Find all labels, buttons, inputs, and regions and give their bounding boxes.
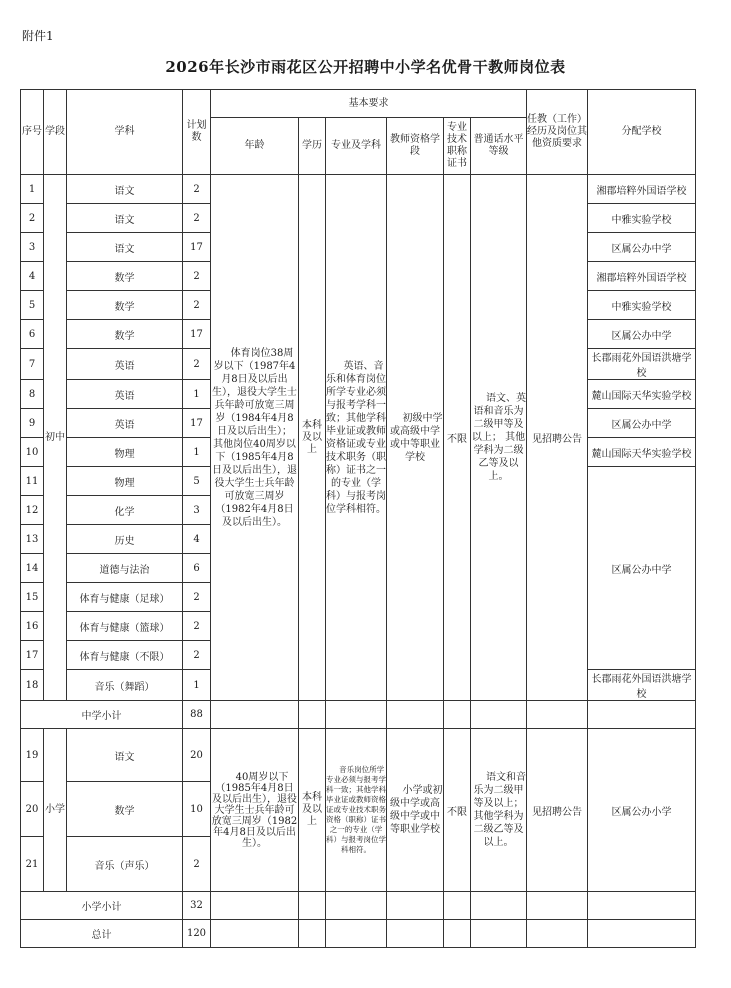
assigned-school: 区属公办中学 — [588, 233, 696, 262]
total-row — [21, 920, 696, 948]
row-subject: 语文 — [67, 175, 183, 204]
header-count: 计划数 — [183, 90, 211, 175]
row-count: 6 — [183, 554, 211, 583]
row-subject: 物理 — [67, 467, 183, 496]
primary-age-requirement: 40周岁以下（1985年4月8日及以后出生），退役大学生士兵年龄可放宽三周岁（1982年4月8日及以后出生）。 — [211, 729, 299, 892]
row-count: 2 — [183, 349, 211, 380]
row-count: 1 — [183, 380, 211, 409]
row-subject: 英语 — [67, 349, 183, 380]
row-number: 18 — [21, 670, 44, 701]
row-number: 1 — [21, 175, 44, 204]
primary-assigned-school: 区属公办小学 — [588, 729, 696, 892]
primary-subtotal-value: 32 — [183, 892, 211, 920]
row-number: 20 — [21, 782, 44, 837]
middle-cert-level: 初级中学或高级中学或中等职业学校 — [387, 175, 444, 701]
row-count: 2 — [183, 204, 211, 233]
primary-major-requirement: 音乐岗位所学专业必须与报考学科一致；其他学科毕业证或教师资格证或专业技术职务资格（职称）证书之一的专业（学科）与报考岗位学科相符。 — [326, 729, 387, 892]
middle-age-requirement: 体育岗位38周岁以下（1987年4月8日及以后出生），退役大学生士兵年龄可放宽三周岁（1984年4月8日及以后出生）； 其他岗位40周岁以下（1985年4月8日及以后出生），退役大学生士兵年龄可放宽三周岁（1982年4月8日及以后出生）。 — [211, 175, 299, 701]
row-number: 3 — [21, 233, 44, 262]
header-education: 学历 — [299, 118, 326, 175]
primary-mandarin: 语文和音乐为二级甲等及以上； 其他学科为二级乙等及以上。 — [471, 729, 527, 892]
row-subject: 数学 — [67, 291, 183, 320]
header-seq: 序号 — [21, 90, 44, 175]
row-subject: 音乐（声乐） — [67, 837, 183, 892]
row-count: 20 — [183, 729, 211, 782]
row-number: 21 — [21, 837, 44, 892]
row-number: 14 — [21, 554, 44, 583]
total-label: 总计 — [21, 920, 183, 948]
primary-experience: 见招聘公告 — [527, 729, 588, 892]
assigned-school: 中雅实验学校 — [588, 291, 696, 320]
primary-tech-cert: 不限 — [444, 729, 471, 892]
row-subject: 英语 — [67, 409, 183, 438]
assigned-school: 麓山国际天华实验学校 — [588, 380, 696, 409]
row-count: 17 — [183, 233, 211, 262]
assigned-school: 湘郡培粹外国语学校 — [588, 262, 696, 291]
primary-cert-level: 小学或初级中学或高级中学或中等职业学校 — [387, 729, 444, 892]
row-count: 1 — [183, 670, 211, 701]
row-subject: 化学 — [67, 496, 183, 525]
row-count: 2 — [183, 612, 211, 641]
subtotal-row-middle — [21, 701, 696, 729]
positions-table — [20, 89, 696, 948]
row-count: 2 — [183, 837, 211, 892]
header-basic-requirements: 基本要求 — [211, 90, 527, 118]
subtotal-row-primary — [21, 892, 696, 920]
stage-middle: 初中 — [44, 175, 67, 701]
stage-primary: 小学 — [44, 729, 67, 892]
header-experience: 任教（工作）经历及岗位其他资质要求 — [527, 90, 588, 175]
table-row — [21, 729, 696, 782]
row-number: 15 — [21, 583, 44, 612]
row-number: 10 — [21, 438, 44, 467]
header-age: 年龄 — [211, 118, 299, 175]
row-number: 13 — [21, 525, 44, 554]
row-number: 9 — [21, 409, 44, 438]
assigned-school: 麓山国际天华实验学校 — [588, 438, 696, 467]
header-assigned-school: 分配学校 — [588, 90, 696, 175]
middle-subtotal-value: 88 — [183, 701, 211, 729]
row-number: 19 — [21, 729, 44, 782]
assigned-school: 长郡雨花外国语洪塘学校 — [588, 670, 696, 701]
assigned-school: 区属公办中学 — [588, 409, 696, 438]
header-mandarin: 普通话水平等级 — [471, 118, 527, 175]
row-subject: 语文 — [67, 729, 183, 782]
row-number: 17 — [21, 641, 44, 670]
row-subject: 音乐（舞蹈） — [67, 670, 183, 701]
row-number: 2 — [21, 204, 44, 233]
row-subject: 语文 — [67, 204, 183, 233]
total-value: 120 — [183, 920, 211, 948]
row-count: 2 — [183, 262, 211, 291]
header-tech-cert: 专业技术职称证书 — [444, 118, 471, 175]
row-subject: 体育与健康（不限） — [67, 641, 183, 670]
row-count: 4 — [183, 525, 211, 554]
row-subject: 历史 — [67, 525, 183, 554]
row-subject: 道德与法治 — [67, 554, 183, 583]
middle-tech-cert: 不限 — [444, 175, 471, 701]
table-row — [21, 175, 696, 204]
row-count: 1 — [183, 438, 211, 467]
row-number: 16 — [21, 612, 44, 641]
row-subject: 数学 — [67, 782, 183, 837]
row-subject: 数学 — [67, 320, 183, 349]
middle-education: 本科及以上 — [299, 175, 326, 701]
middle-experience: 见招聘公告 — [527, 175, 588, 701]
assigned-school: 长郡雨花外国语洪塘学校 — [588, 349, 696, 380]
row-subject: 体育与健康（篮球） — [67, 612, 183, 641]
middle-major-requirement: 英语、音乐和体育岗位所学专业必须与报考学科一致；其他学科毕业证或教师资格证或专业技术职务（职称）证书之一的专业（学科）与报考岗位学科相符。 — [326, 175, 387, 701]
assigned-school: 区属公办中学 — [588, 320, 696, 349]
row-number: 8 — [21, 380, 44, 409]
row-subject: 英语 — [67, 380, 183, 409]
row-count: 2 — [183, 641, 211, 670]
row-number: 12 — [21, 496, 44, 525]
assigned-school-merged: 区属公办中学 — [588, 467, 696, 670]
row-number: 11 — [21, 467, 44, 496]
row-number: 4 — [21, 262, 44, 291]
middle-subtotal-label: 中学小计 — [21, 701, 183, 729]
row-number: 7 — [21, 349, 44, 380]
attachment-label: 附件1 — [22, 29, 54, 43]
header-school-stage: 学段 — [44, 90, 67, 175]
row-count: 5 — [183, 467, 211, 496]
assigned-school: 湘郡培粹外国语学校 — [588, 175, 696, 204]
primary-subtotal-label: 小学小计 — [21, 892, 183, 920]
header-cert-level: 教师资格学段 — [387, 118, 444, 175]
row-count: 17 — [183, 409, 211, 438]
row-subject: 物理 — [67, 438, 183, 467]
row-count: 10 — [183, 782, 211, 837]
assigned-school: 中雅实验学校 — [588, 204, 696, 233]
middle-mandarin: 语文、英语和音乐为二级甲等及以上； 其他学科为二级乙等及以上。 — [471, 175, 527, 701]
row-subject: 语文 — [67, 233, 183, 262]
row-number: 5 — [21, 291, 44, 320]
page-title: 2026年长沙市雨花区公开招聘中小学名优骨干教师岗位表 — [165, 58, 566, 76]
row-count: 2 — [183, 291, 211, 320]
row-count: 3 — [183, 496, 211, 525]
row-number: 6 — [21, 320, 44, 349]
row-count: 2 — [183, 583, 211, 612]
row-count: 2 — [183, 175, 211, 204]
row-subject: 体育与健康（足球） — [67, 583, 183, 612]
row-count: 17 — [183, 320, 211, 349]
row-subject: 数学 — [67, 262, 183, 291]
primary-education: 本科及以上 — [299, 729, 326, 892]
header-major: 专业及学科 — [326, 118, 387, 175]
header-subject: 学科 — [67, 90, 183, 175]
